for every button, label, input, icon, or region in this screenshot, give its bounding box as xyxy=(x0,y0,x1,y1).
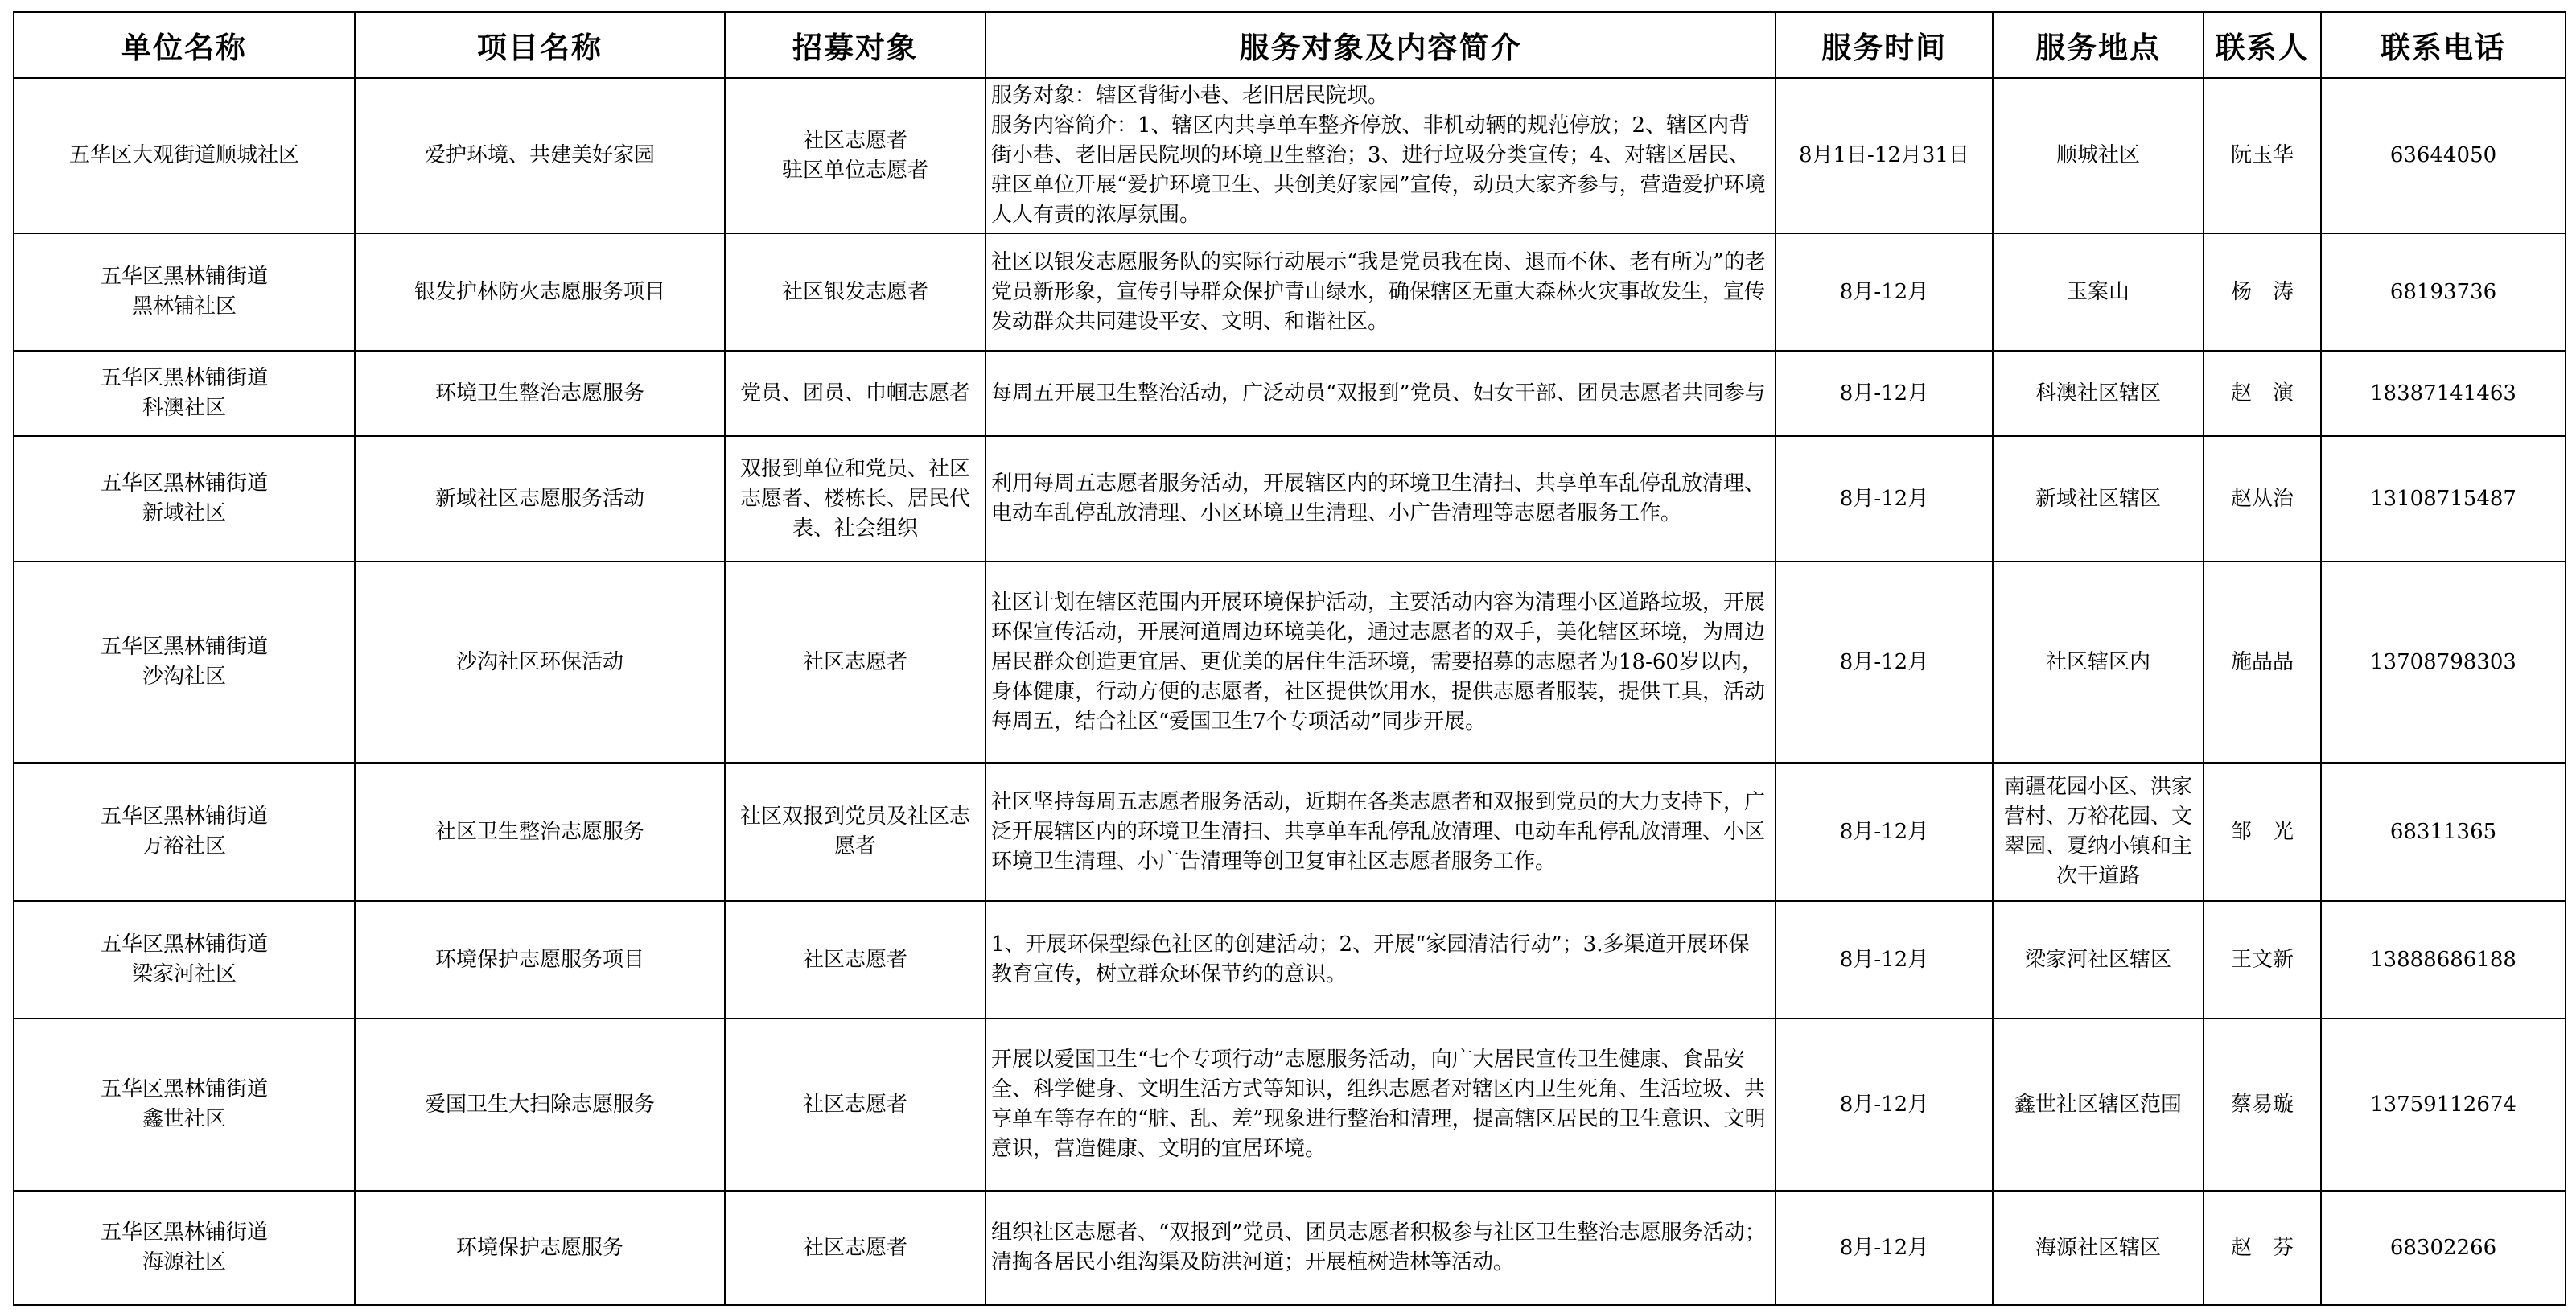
description-cell: 开展以爱国卫生“七个专项行动”志愿服务活动，向广大居民宣传卫生健康、食品安全、科学健身、文明生活方式等知识，组织志愿者对辖区内卫生死角、生活垃圾、共享单车等存在的“脏、乱、差”现象进行整治和清理，提高辖区居民的卫生意识、文明意识，营造健康、文明的宜居环境。 xyxy=(986,1019,1776,1191)
header-project-name: 项目名称 xyxy=(355,12,725,78)
unit-name-cell: 五华区黑林铺街道 沙沟社区 xyxy=(14,562,355,763)
description-cell: 服务对象：辖区背街小巷、老旧居民院坝。 服务内容简介：1、辖区内共享单车整齐停放、非机动辆的规范停放；2、辖区内背街小巷、老旧居民院坝的环境卫生整治；3、进行垃圾分类宣传；4、对辖区居民、驻区单位开展“爱护环境卫生、共创美好家园”宣传，动员大家齐参与，营造爱护环境人人有责的浓厚氛围。 xyxy=(986,78,1776,233)
header-service-description: 服务对象及内容简介 xyxy=(986,12,1776,78)
service-location-cell: 梁家河社区辖区 xyxy=(1993,901,2204,1019)
unit-name-cell: 五华区黑林铺街道 万裕社区 xyxy=(14,763,355,901)
project-name-cell: 环境保护志愿服务项目 xyxy=(355,901,725,1019)
contact-phone-cell: 13708798303 xyxy=(2321,562,2566,763)
description-cell: 社区以银发志愿服务队的实际行动展示“我是党员我在岗、退而不休、老有所为”的老党员新形象，宣传引导群众保护青山绿水，确保辖区无重大森林火灾事故发生，宣传发动群众共同建设平安、文明、和谐社区。 xyxy=(986,233,1776,351)
unit-name-cell: 五华区黑林铺街道 科澳社区 xyxy=(14,351,355,436)
table-row xyxy=(14,78,2566,233)
contact-person-cell: 赵 芬 xyxy=(2204,1191,2321,1305)
header-contact-phone: 联系电话 xyxy=(2321,12,2566,78)
service-location-cell: 社区辖区内 xyxy=(1993,562,2204,763)
service-location-cell: 新域社区辖区 xyxy=(1993,436,2204,562)
service-location-cell: 鑫世社区辖区范围 xyxy=(1993,1019,2204,1191)
contact-person-cell: 杨 涛 xyxy=(2204,233,2321,351)
contact-person-cell: 阮玉华 xyxy=(2204,78,2321,233)
service-time-cell: 8月-12月 xyxy=(1776,436,1993,562)
service-location-cell: 玉案山 xyxy=(1993,233,2204,351)
project-name-cell: 爱国卫生大扫除志愿服务 xyxy=(355,1019,725,1191)
service-time-cell: 8月-12月 xyxy=(1776,763,1993,901)
recruit-target-cell: 社区志愿者 xyxy=(725,562,986,763)
recruit-target-cell: 社区志愿者 xyxy=(725,901,986,1019)
recruit-target-cell: 双报到单位和党员、社区志愿者、楼栋长、居民代表、社会组织 xyxy=(725,436,986,562)
contact-phone-cell: 68302266 xyxy=(2321,1191,2566,1305)
header-unit-name: 单位名称 xyxy=(14,12,355,78)
recruit-target-cell: 社区双报到党员及社区志愿者 xyxy=(725,763,986,901)
contact-phone-cell: 68311365 xyxy=(2321,763,2566,901)
contact-person-cell: 赵从治 xyxy=(2204,436,2321,562)
table-row xyxy=(14,1019,2566,1191)
contact-phone-cell: 13759112674 xyxy=(2321,1019,2566,1191)
unit-name-cell: 五华区黑林铺街道 鑫世社区 xyxy=(14,1019,355,1191)
contact-person-cell: 蔡易璇 xyxy=(2204,1019,2321,1191)
recruit-target-cell: 社区银发志愿者 xyxy=(725,233,986,351)
contact-phone-cell: 63644050 xyxy=(2321,78,2566,233)
volunteer-project-table xyxy=(13,11,2566,1306)
service-location-cell: 南疆花园小区、洪家营村、万裕花园、文翠园、夏纳小镇和主次干道路 xyxy=(1993,763,2204,901)
header-contact-person: 联系人 xyxy=(2204,12,2321,78)
unit-name-cell: 五华区大观街道顺城社区 xyxy=(14,78,355,233)
service-time-cell: 8月-12月 xyxy=(1776,1019,1993,1191)
table-row xyxy=(14,763,2566,901)
recruit-target-cell: 社区志愿者 驻区单位志愿者 xyxy=(725,78,986,233)
project-name-cell: 新域社区志愿服务活动 xyxy=(355,436,725,562)
unit-name-cell: 五华区黑林铺街道 海源社区 xyxy=(14,1191,355,1305)
project-name-cell: 爱护环境、共建美好家园 xyxy=(355,78,725,233)
contact-person-cell: 王文新 xyxy=(2204,901,2321,1019)
service-location-cell: 海源社区辖区 xyxy=(1993,1191,2204,1305)
unit-name-cell: 五华区黑林铺街道 新域社区 xyxy=(14,436,355,562)
project-name-cell: 银发护林防火志愿服务项目 xyxy=(355,233,725,351)
service-location-cell: 顺城社区 xyxy=(1993,78,2204,233)
table-row xyxy=(14,562,2566,763)
header-service-time: 服务时间 xyxy=(1776,12,1993,78)
contact-person-cell: 邹 光 xyxy=(2204,763,2321,901)
recruit-target-cell: 党员、团员、巾帼志愿者 xyxy=(725,351,986,436)
description-cell: 社区计划在辖区范围内开展环境保护活动，主要活动内容为清理小区道路垃圾，开展环保宣传活动，开展河道周边环境美化，通过志愿者的双手，美化辖区环境，为周边居民群众创造更宜居、更优美的居住生活环境，需要招募的志愿者为18-60岁以内，身体健康，行动方便的志愿者，社区提供饮用水，提供志愿者服装，提供工具，活动每周五，结合社区“爱国卫生7个专项活动”同步开展。 xyxy=(986,562,1776,763)
description-cell: 1、开展环保型绿色社区的创建活动；2、开展“家园清洁行动”；3.多渠道开展环保教育宣传，树立群众环保节约的意识。 xyxy=(986,901,1776,1019)
description-cell: 社区坚持每周五志愿者服务活动，近期在各类志愿者和双报到党员的大力支持下，广泛开展辖区内的环境卫生清扫、共享单车乱停乱放清理、电动车乱停乱放清理、小区环境卫生清理、小广告清理等创卫复审社区志愿者服务工作。 xyxy=(986,763,1776,901)
service-time-cell: 8月-12月 xyxy=(1776,901,1993,1019)
contact-phone-cell: 68193736 xyxy=(2321,233,2566,351)
contact-person-cell: 赵 演 xyxy=(2204,351,2321,436)
header-service-location: 服务地点 xyxy=(1993,12,2204,78)
project-name-cell: 社区卫生整治志愿服务 xyxy=(355,763,725,901)
table-row xyxy=(14,901,2566,1019)
project-name-cell: 环境保护志愿服务 xyxy=(355,1191,725,1305)
project-name-cell: 环境卫生整治志愿服务 xyxy=(355,351,725,436)
contact-phone-cell: 13888686188 xyxy=(2321,901,2566,1019)
description-cell: 利用每周五志愿者服务活动，开展辖区内的环境卫生清扫、共享单车乱停乱放清理、电动车乱停乱放清理、小区环境卫生清理、小广告清理等志愿者服务工作。 xyxy=(986,436,1776,562)
contact-person-cell: 施晶晶 xyxy=(2204,562,2321,763)
service-time-cell: 8月-12月 xyxy=(1776,562,1993,763)
unit-name-cell: 五华区黑林铺街道 黑林铺社区 xyxy=(14,233,355,351)
unit-name-cell: 五华区黑林铺街道 梁家河社区 xyxy=(14,901,355,1019)
service-time-cell: 8月1日-12月31日 xyxy=(1776,78,1993,233)
table-row xyxy=(14,233,2566,351)
service-time-cell: 8月-12月 xyxy=(1776,233,1993,351)
description-cell: 组织社区志愿者、“双报到”党员、团员志愿者积极参与社区卫生整治志愿服务活动；清掏各居民小组沟渠及防洪河道；开展植树造林等活动。 xyxy=(986,1191,1776,1305)
contact-phone-cell: 13108715487 xyxy=(2321,436,2566,562)
description-cell: 每周五开展卫生整治活动，广泛动员“双报到”党员、妇女干部、团员志愿者共同参与 xyxy=(986,351,1776,436)
recruit-target-cell: 社区志愿者 xyxy=(725,1191,986,1305)
recruit-target-cell: 社区志愿者 xyxy=(725,1019,986,1191)
header-row xyxy=(14,12,2566,78)
service-location-cell: 科澳社区辖区 xyxy=(1993,351,2204,436)
header-recruit-target: 招募对象 xyxy=(725,12,986,78)
table-row xyxy=(14,436,2566,562)
service-time-cell: 8月-12月 xyxy=(1776,351,1993,436)
project-name-cell: 沙沟社区环保活动 xyxy=(355,562,725,763)
service-time-cell: 8月-12月 xyxy=(1776,1191,1993,1305)
contact-phone-cell: 18387141463 xyxy=(2321,351,2566,436)
table-row xyxy=(14,351,2566,436)
table-row xyxy=(14,1191,2566,1305)
